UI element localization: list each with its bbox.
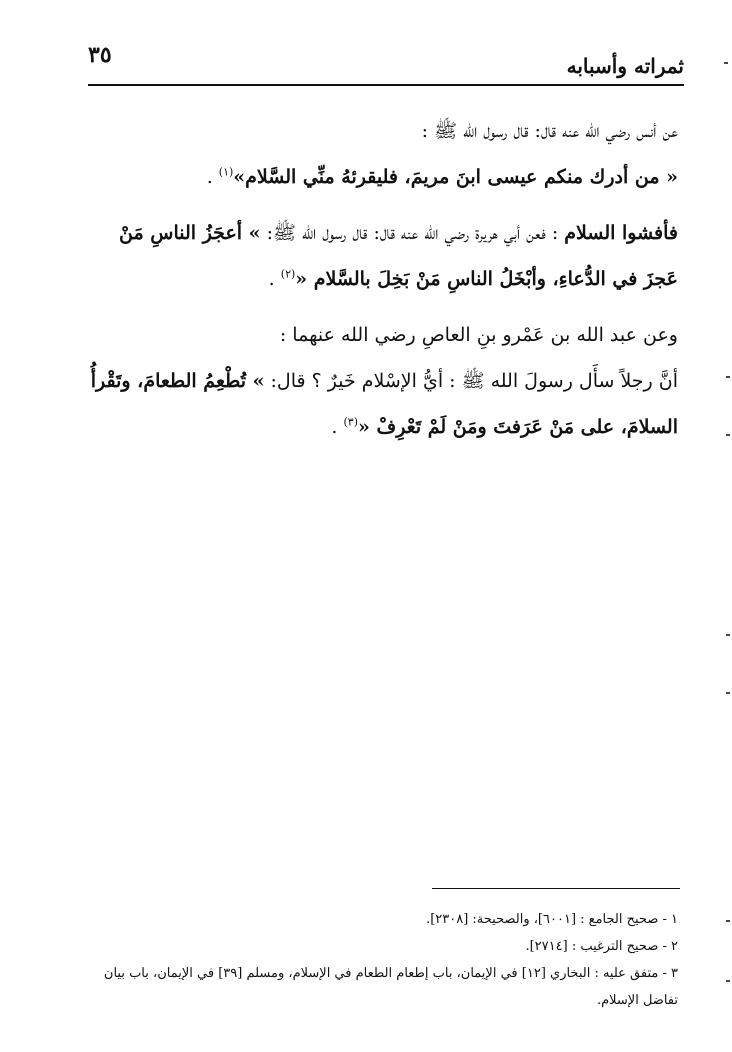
lead-phrase: فأفشوا السلام	[564, 222, 678, 244]
footnote-3: ٣ - متفق عليه : البخاري [١٢] في الإيمان، باب إطعام الطعام في الإسلام، ومسلم [٣٩] في الإيمان، باب بيان تفاضل الإسلام.	[103, 966, 678, 1008]
scan-margin-mark	[726, 434, 730, 436]
scan-margin-mark	[726, 692, 730, 694]
page-header	[88, 38, 684, 86]
paragraph-tail: .	[268, 268, 281, 290]
scan-margin-mark	[726, 634, 730, 636]
footnote-2: ٢ - صحيح الترغيب : [٢٧١٤].	[525, 939, 678, 954]
page-number: ٣٥	[88, 42, 112, 68]
paragraph-text: وعن عبد الله بن عَمْرو بنِ العاصِ رضي الله عنهما :	[279, 324, 678, 346]
paragraph-islam-best	[80, 358, 678, 450]
footnote-divider	[432, 888, 680, 889]
paragraph-tail: .	[331, 416, 344, 438]
hadith-text: « من أدرك منكم عيسى ابنَ مريمَ، فليقرئهُ منِّي السَّلام»	[233, 166, 678, 188]
footnotes	[80, 906, 678, 1014]
hadith-text: » أعجَزُ الناسِ مَنْ عَجزَ في الدُّعاءِ، وأبْخَلُ الناسِ مَنْ بَخِلَ بالسَّلام «	[119, 222, 678, 290]
footnote-marker-1: (١)	[218, 165, 234, 179]
footnote-marker-3: (٣)	[343, 415, 359, 429]
scan-margin-mark	[724, 62, 728, 64]
scan-margin-mark	[726, 376, 730, 378]
paragraph-isa-hadith	[80, 154, 678, 200]
paragraph-ibn-amr-intro	[80, 312, 678, 358]
paragraph-tail: .	[206, 166, 219, 188]
body-text	[80, 108, 678, 450]
paragraph-text: : فعن أبي هريرة رضي الله عنه قال: قال رسول الله ﷺ:	[266, 222, 565, 244]
scan-margin-mark	[726, 980, 730, 982]
hadith-text: » تُطْعِمُ الطعامَ، وتَقْرأُ السلامَ، على مَنْ عَرَفتَ ومَنْ لَمْ تَعْرِفْ «	[90, 370, 678, 438]
scan-margin-mark	[726, 920, 730, 922]
paragraph-abu-hurayra	[80, 210, 678, 302]
paragraph-text: عن أنس رضي الله عنه قال: قال رسول الله ﷺ :	[421, 120, 678, 142]
paragraph-anas-intro	[80, 108, 678, 154]
footnote-marker-2: (٢)	[280, 267, 296, 281]
footnote-1: ١ - صحيح الجامع : [٦٠٠١]، والصحيحة: [٢٣٠٨].	[426, 912, 678, 927]
running-title: ثمراته وأسبابه	[566, 54, 684, 78]
paragraph-text: أنَّ رجلاً سأَل رسولَ الله ﷺ : أيُّ الإسْلام خَيرٌ ؟ قال:	[270, 370, 678, 392]
